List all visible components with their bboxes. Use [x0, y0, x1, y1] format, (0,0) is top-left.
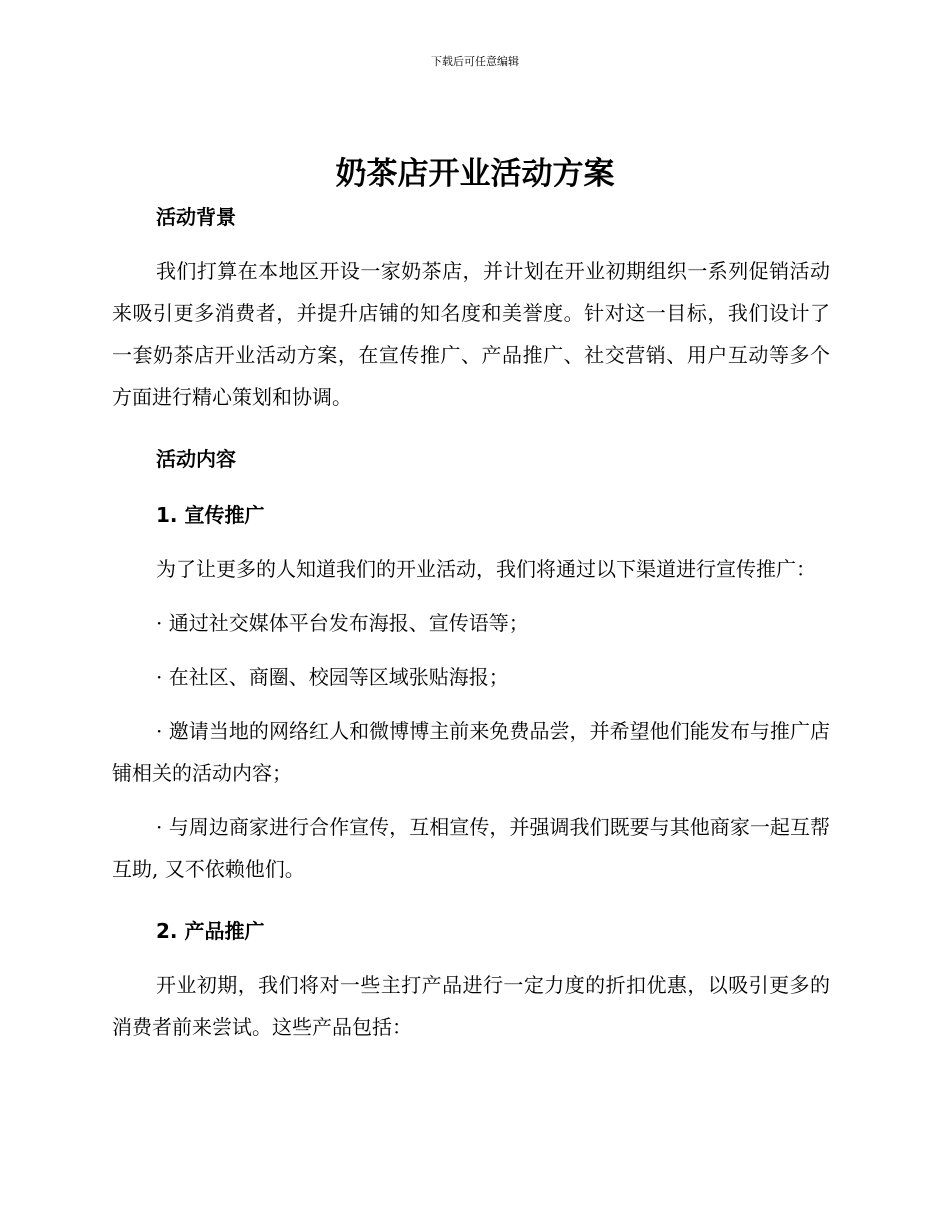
promotion-intro-paragraph: 为了让更多的人知道我们的开业活动，我们将通过以下渠道进行宣传推广： [156, 557, 816, 581]
subsection-heading-product: 2. 产品推广 [156, 919, 265, 943]
section-heading-content: 活动内容 [156, 447, 236, 471]
product-intro-paragraph: 开业初期，我们将对一些主打产品进行一定力度的折扣优惠，以吸引更多的消费者前来尝试。这些产品包括： [112, 973, 830, 1039]
promotion-list-item: · 与周边商家进行合作宣传，互相宣传，并强调我们既要与其他商家一起互帮互助, 又不依赖他们。 [112, 815, 830, 881]
promotion-list-item: · 在社区、商圈、校园等区域张贴海报； [156, 665, 509, 689]
header-note: 下载后可任意编辑 [431, 55, 519, 68]
promotion-list-item: · 通过社交媒体平台发布海报、宣传语等； [156, 611, 529, 635]
promotion-list-item: · 邀请当地的网络红人和微博博主前来免费品尝，并希望他们能发布与推广店铺相关的活动内容； [112, 719, 830, 785]
section-heading-background: 活动背景 [156, 205, 236, 229]
document-body [112, 202, 830, 1048]
background-paragraph: 我们打算在本地区开设一家奶茶店，并计划在开业初期组织一系列促销活动来吸引更多消费者，并提升店铺的知名度和美誉度。针对这一目标，我们设计了一套奶茶店开业活动方案，在宣传推广、产品推广、社交营销、用户互动等多个方面进行精心策划和协调。 [112, 259, 830, 409]
document-title: 奶茶店开业活动方案 [335, 156, 615, 192]
subsection-heading-promotion: 1. 宣传推广 [156, 503, 265, 527]
